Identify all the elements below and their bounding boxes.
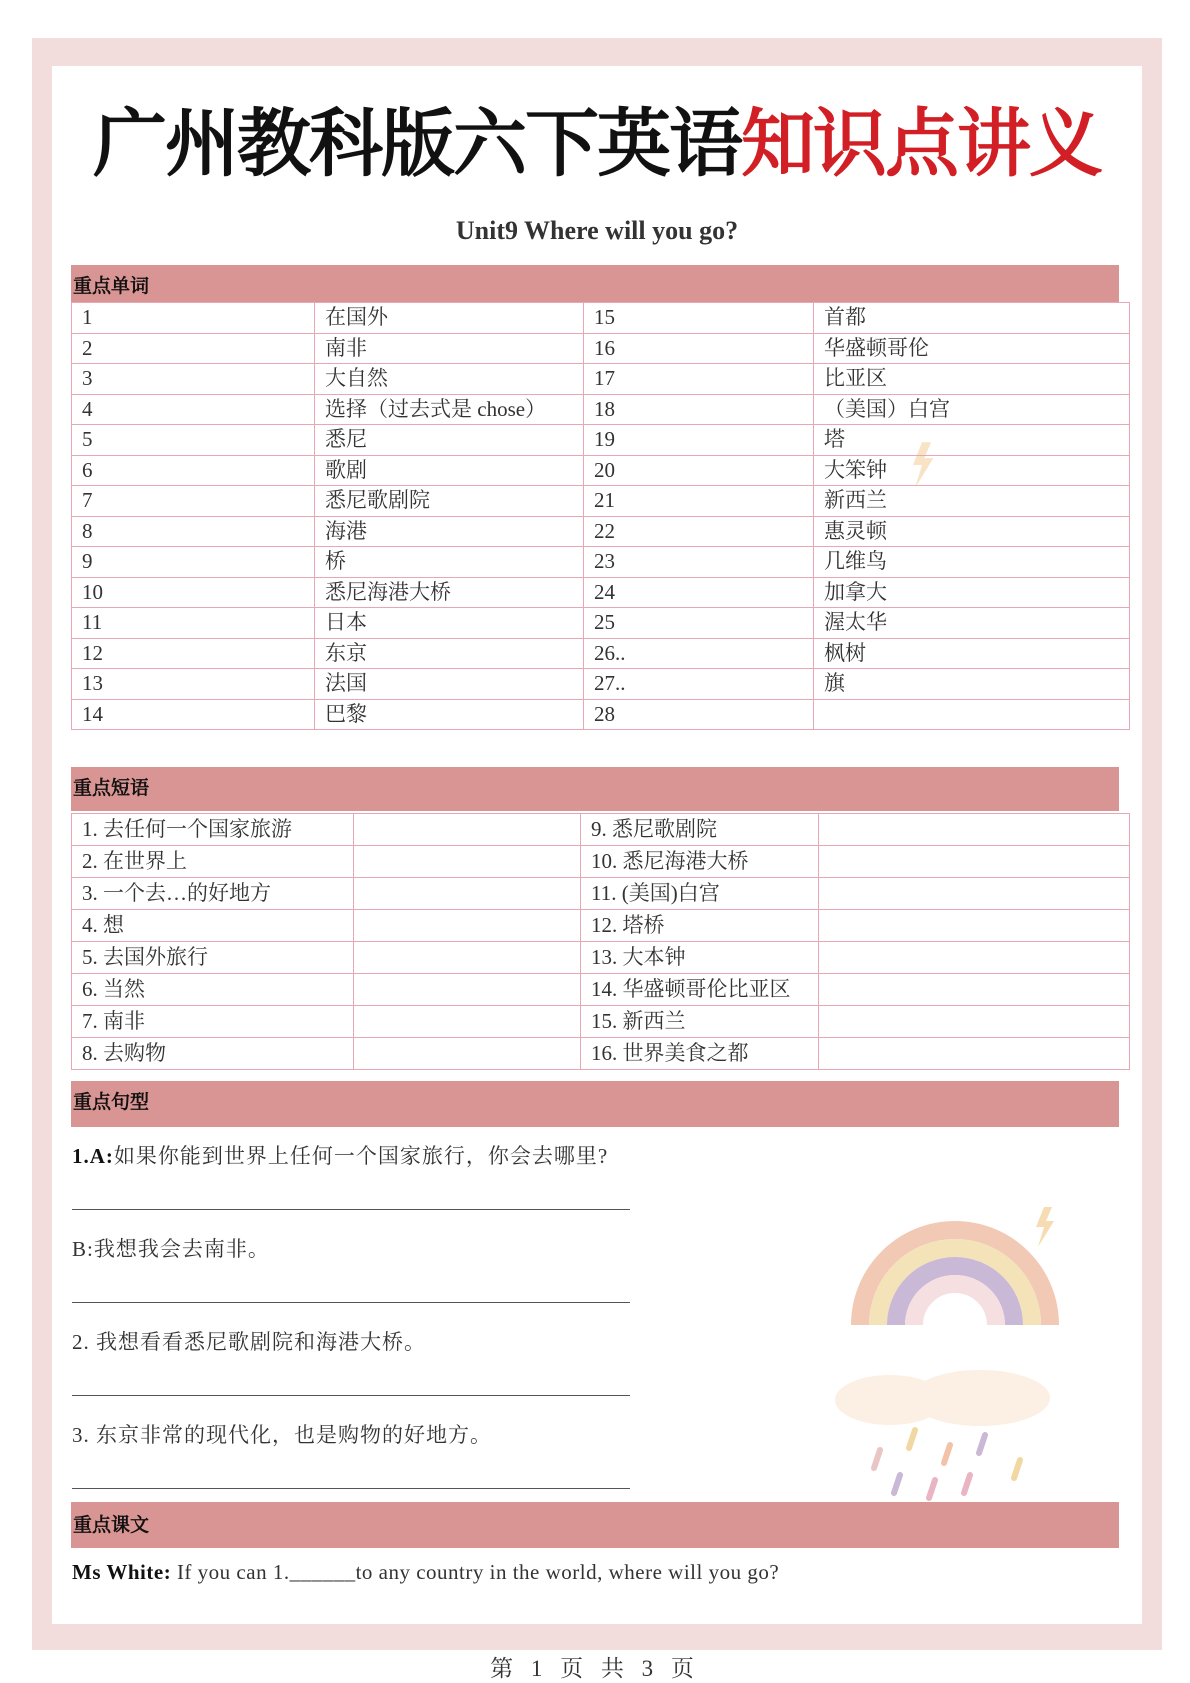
phrases-cell: 10. 悉尼海港大桥 <box>581 846 819 878</box>
phrases-cell[interactable] <box>819 1006 1130 1038</box>
words-cell: 20 <box>584 455 814 486</box>
words-row <box>72 547 1130 578</box>
section-header-words: 重点单词 <box>71 265 1119 302</box>
words-row <box>72 303 1130 334</box>
dialog-line <box>72 1560 779 1585</box>
words-row <box>72 577 1130 608</box>
words-cell: 比亚区 <box>814 364 1130 395</box>
words-cell: 歌剧 <box>315 455 584 486</box>
words-cell: 桥 <box>315 547 584 578</box>
phrases-cell: 2. 在世界上 <box>72 846 354 878</box>
words-cell: 25 <box>584 608 814 639</box>
phrases-cell[interactable] <box>354 814 581 846</box>
words-cell: 巴黎 <box>315 699 584 730</box>
phrases-cell: 8. 去购物 <box>72 1038 354 1070</box>
words-cell: 悉尼歌剧院 <box>315 486 584 517</box>
words-row <box>72 455 1130 486</box>
phrases-cell[interactable] <box>819 910 1130 942</box>
words-cell: 法国 <box>315 669 584 700</box>
words-cell: 日本 <box>315 608 584 639</box>
words-cell: 塔 <box>814 425 1130 456</box>
words-cell: 18 <box>584 394 814 425</box>
dialog-text: If you can 1.______to any country in the world, where will you go? <box>171 1560 780 1584</box>
words-cell: 23 <box>584 547 814 578</box>
phrases-cell[interactable] <box>354 1006 581 1038</box>
words-cell: 17 <box>584 364 814 395</box>
words-cell: 2 <box>72 333 315 364</box>
phrases-cell: 1. 去任何一个国家旅游 <box>72 814 354 846</box>
sentence-1-label: 1.A: <box>72 1144 114 1168</box>
rainbow-decoration <box>850 1215 1060 1325</box>
phrases-cell: 9. 悉尼歌剧院 <box>581 814 819 846</box>
words-cell: 19 <box>584 425 814 456</box>
phrases-row <box>72 974 1130 1006</box>
phrases-cell[interactable] <box>354 846 581 878</box>
words-cell: 旗 <box>814 669 1130 700</box>
words-cell: 22 <box>584 516 814 547</box>
section-header-phrases: 重点短语 <box>71 767 1119 811</box>
unit-subtitle: Unit9 Where will you go? <box>455 216 739 245</box>
words-row <box>72 699 1130 730</box>
sentence-4: 3. 东京非常的现代化，也是购物的好地方。 <box>72 1423 492 1447</box>
words-cell: 惠灵顿 <box>814 516 1130 547</box>
phrases-cell[interactable] <box>354 974 581 1006</box>
words-cell: 13 <box>72 669 315 700</box>
words-row <box>72 669 1130 700</box>
words-cell: 大笨钟 <box>814 455 1130 486</box>
words-cell: 5 <box>72 425 315 456</box>
words-table <box>71 302 1130 730</box>
phrases-cell: 15. 新西兰 <box>581 1006 819 1038</box>
words-cell: 几维鸟 <box>814 547 1130 578</box>
words-row <box>72 608 1130 639</box>
sentence-3: 2. 我想看看悉尼歌剧院和海港大桥。 <box>72 1330 426 1354</box>
phrases-cell: 12. 塔桥 <box>581 910 819 942</box>
dialog-speaker: Ms White: <box>72 1560 172 1584</box>
page-title <box>52 98 1142 190</box>
phrases-cell[interactable] <box>819 1038 1130 1070</box>
phrases-cell: 6. 当然 <box>72 974 354 1006</box>
phrases-row <box>72 814 1130 846</box>
words-cell: 大自然 <box>315 364 584 395</box>
phrases-row <box>72 878 1130 910</box>
words-cell: 11 <box>72 608 315 639</box>
words-cell: 14 <box>72 699 315 730</box>
title-part-red: 知识点讲义 <box>741 101 1101 187</box>
phrases-cell: 3. 一个去…的好地方 <box>72 878 354 910</box>
phrases-row <box>72 910 1130 942</box>
words-cell: 28 <box>584 699 814 730</box>
words-cell: 加拿大 <box>814 577 1130 608</box>
words-cell: 枫树 <box>814 638 1130 669</box>
answer-line-2[interactable] <box>72 1302 630 1303</box>
words-cell[interactable] <box>814 699 1130 730</box>
words-cell: 21 <box>584 486 814 517</box>
words-cell: 选择（过去式是 chose） <box>315 394 584 425</box>
words-row <box>72 516 1130 547</box>
phrases-cell: 13. 大本钟 <box>581 942 819 974</box>
phrases-row <box>72 1006 1130 1038</box>
sentence-2: B:我想我会去南非。 <box>72 1237 270 1261</box>
words-cell: 1 <box>72 303 315 334</box>
phrases-cell[interactable] <box>819 942 1130 974</box>
words-cell: 渥太华 <box>814 608 1130 639</box>
words-row <box>72 333 1130 364</box>
phrases-table <box>71 813 1130 1070</box>
words-cell: 首都 <box>814 303 1130 334</box>
section-header-sentences: 重点句型 <box>71 1081 1119 1127</box>
phrases-cell[interactable] <box>354 942 581 974</box>
words-row <box>72 364 1130 395</box>
section-header-text: 重点课文 <box>71 1502 1119 1548</box>
sentence-1-text: 如果你能到世界上任何一个国家旅行，你会去哪里? <box>113 1144 609 1168</box>
words-cell: 6 <box>72 455 315 486</box>
phrases-cell[interactable] <box>819 814 1130 846</box>
sentence-1 <box>72 1140 608 1170</box>
phrases-cell: 7. 南非 <box>72 1006 354 1038</box>
phrases-cell: 16. 世界美食之都 <box>581 1038 819 1070</box>
words-cell: 27.. <box>584 669 814 700</box>
phrases-cell: 4. 想 <box>72 910 354 942</box>
words-cell: 悉尼 <box>315 425 584 456</box>
words-cell: 华盛顿哥伦 <box>814 333 1130 364</box>
phrases-cell[interactable] <box>819 878 1130 910</box>
words-cell: 15 <box>584 303 814 334</box>
words-row <box>72 394 1130 425</box>
words-row <box>72 425 1130 456</box>
words-row <box>72 486 1130 517</box>
words-cell: 26.. <box>584 638 814 669</box>
phrases-cell[interactable] <box>354 1038 581 1070</box>
phrases-row <box>72 846 1130 878</box>
words-cell: 9 <box>72 547 315 578</box>
phrases-cell: 11. (美国)白宫 <box>581 878 819 910</box>
words-cell: 16 <box>584 333 814 364</box>
words-cell: 12 <box>72 638 315 669</box>
phrases-cell: 14. 华盛顿哥伦比亚区 <box>581 974 819 1006</box>
phrases-cell[interactable] <box>819 974 1130 1006</box>
phrases-row <box>72 1038 1130 1070</box>
lightning-decoration <box>1030 1205 1058 1249</box>
words-cell: 东京 <box>315 638 584 669</box>
words-cell: 新西兰 <box>814 486 1130 517</box>
words-cell: 7 <box>72 486 315 517</box>
words-cell: 8 <box>72 516 315 547</box>
words-cell: 10 <box>72 577 315 608</box>
phrases-cell[interactable] <box>354 910 581 942</box>
phrases-cell[interactable] <box>819 846 1130 878</box>
words-cell: 3 <box>72 364 315 395</box>
page-footer: 第 1 页 共 3 页 <box>490 1656 700 1681</box>
phrases-row <box>72 942 1130 974</box>
words-cell: 南非 <box>315 333 584 364</box>
phrases-cell[interactable] <box>354 878 581 910</box>
words-cell: 海港 <box>315 516 584 547</box>
title-part-black: 广州教科版六下英语 <box>93 101 741 187</box>
phrases-cell: 5. 去国外旅行 <box>72 942 354 974</box>
words-cell: 4 <box>72 394 315 425</box>
answer-line-1[interactable] <box>72 1209 630 1210</box>
answer-line-3[interactable] <box>72 1395 630 1396</box>
words-cell: 24 <box>584 577 814 608</box>
answer-line-4[interactable] <box>72 1488 630 1489</box>
words-row <box>72 638 1130 669</box>
words-cell: 在国外 <box>315 303 584 334</box>
words-cell: （美国）白宫 <box>814 394 1130 425</box>
words-cell: 悉尼海港大桥 <box>315 577 584 608</box>
